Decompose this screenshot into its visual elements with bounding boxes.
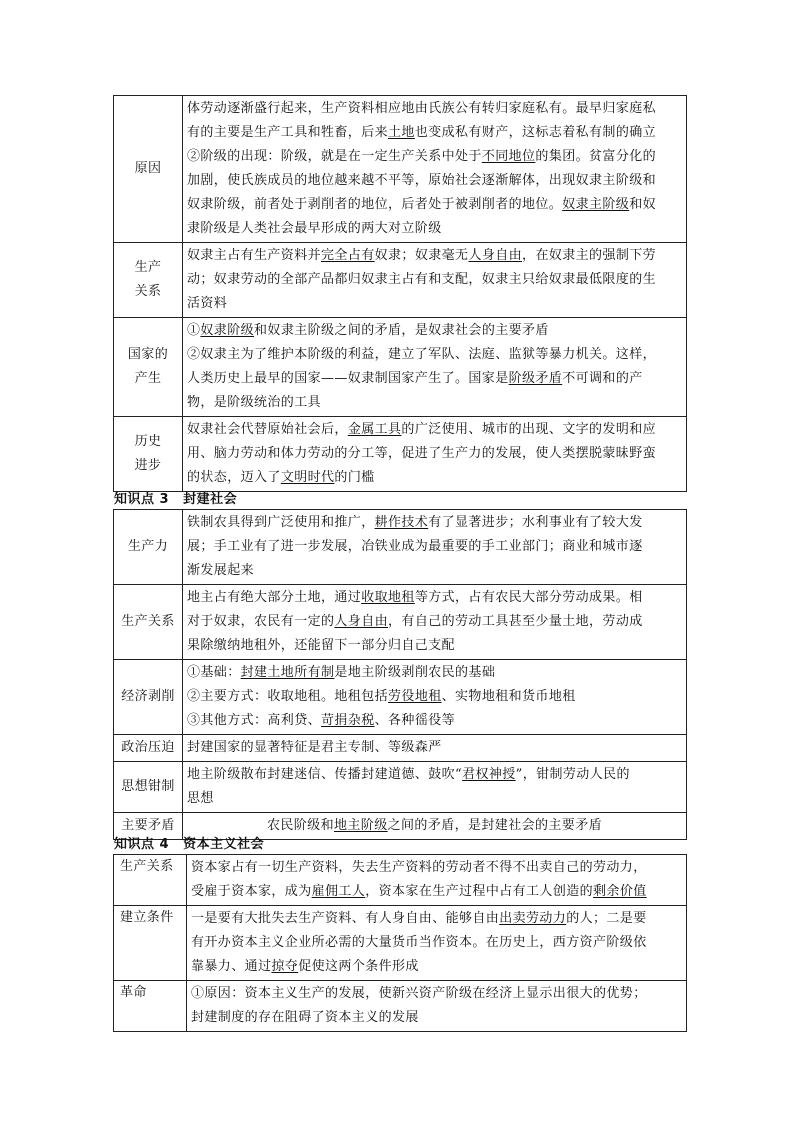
text-segment: 、各种徭役等: [374, 713, 456, 728]
text-segment: 之间的矛盾，是封建社会的主要矛盾: [387, 818, 603, 833]
row-label: 生产关系: [114, 855, 187, 906]
heading-title: 封建社会: [183, 492, 238, 507]
content-line: [187, 217, 682, 241]
content-line: [187, 121, 682, 145]
key-term: 奴隶阶级: [200, 323, 255, 338]
content-line: [187, 97, 682, 121]
row-content: [183, 585, 687, 660]
row-label: 经济剥削: [114, 660, 183, 735]
text-segment: 奴隶主占有生产资料并: [187, 248, 322, 263]
table-row: [114, 417, 687, 492]
key-term: 苛捐杂税: [321, 713, 375, 728]
text-segment: 地主占有绝大部分土地，通过: [187, 590, 362, 605]
text-segment: 封建制度的存在阻碍了资本主义的发展: [191, 1010, 419, 1025]
text-segment: 也变成私有财产，这标志着私有制的确立: [414, 125, 657, 140]
key-term: 人身自由: [334, 614, 389, 629]
content-line: [187, 559, 682, 583]
key-term: 雇佣工人: [311, 884, 366, 899]
text-segment: 的人；二是要: [566, 911, 647, 926]
capitalist-society-table: [113, 854, 687, 1032]
row-label: [114, 243, 183, 318]
key-term: 君权神授: [462, 767, 516, 782]
row-content: [183, 762, 687, 813]
content-line: [191, 907, 682, 931]
key-term: 出卖劳动力: [499, 911, 567, 926]
content-line: [187, 511, 682, 535]
table-row: [114, 981, 687, 1032]
content-line: [191, 931, 682, 955]
content-line: [191, 856, 682, 880]
text-segment: 的门槛: [334, 470, 375, 485]
feudal-society-table: [113, 509, 687, 840]
text-segment: 奴隶；奴隶毫无: [374, 248, 469, 263]
table-row: [114, 510, 687, 585]
table-row: [114, 318, 687, 417]
text-segment: 活资料: [187, 296, 228, 311]
row-label: 革命: [114, 981, 187, 1032]
content-line: [191, 880, 682, 904]
row-label: 生产力: [114, 510, 183, 585]
text-segment: 思想: [187, 791, 214, 806]
text-segment: 展；手工业有了进一步发展，冶铁业成为最重要的手工业部门；商业和城市逐: [187, 539, 643, 554]
table-row: [114, 660, 687, 735]
content-line: [187, 685, 682, 709]
key-term: 掠夺: [271, 959, 299, 974]
text-segment: ①基础：: [187, 665, 241, 680]
table-row: [114, 906, 687, 981]
row-content: [183, 96, 687, 243]
text-segment: ③其他方式：高利贷、: [187, 713, 322, 728]
text-segment: 、实物地租和货币地租: [441, 689, 576, 704]
row-label: 思想钳制: [114, 762, 183, 813]
heading-number: 知识点 4: [114, 837, 170, 852]
text-segment: 的状态，迈入了: [187, 470, 281, 485]
row-content: [187, 906, 687, 981]
key-term: 收取地租: [361, 590, 415, 605]
content-line: [191, 955, 682, 979]
table-row: [114, 735, 687, 762]
key-term: 文明时代: [280, 470, 335, 485]
key-term: 耕作技术: [374, 515, 429, 530]
text-segment: 和奴: [629, 197, 657, 212]
content-line: [187, 244, 682, 268]
content-line: [187, 535, 682, 559]
section-heading-4: [114, 833, 278, 852]
content-line: [187, 466, 682, 490]
content-line: [187, 610, 682, 634]
row-label-line: 进步: [134, 458, 162, 473]
text-segment: 有的主要是生产工具和牲畜，后来: [187, 125, 389, 140]
text-segment: ”，钳制劳动人民的: [515, 767, 630, 782]
text-segment: 物，是阶级统治的工具: [187, 395, 322, 410]
key-term: 人身自由: [468, 248, 523, 263]
content-line: [187, 268, 682, 292]
text-segment: 不可调和的产: [562, 371, 643, 386]
table-row: [114, 855, 687, 906]
text-segment: 体劳动逐渐盛行起来，生产资料相应地由氏族公有转归家庭私有。最早归家庭私: [187, 101, 657, 116]
content-line: [187, 367, 682, 391]
text-segment: ，在奴隶主的强制下劳: [522, 248, 657, 263]
text-segment: 用、脑力劳动和体力劳动的分工等，促进了生产力的发展，使人类摆脱蒙昧野蛮: [187, 446, 657, 461]
row-label-line: 生产: [134, 260, 162, 275]
text-segment: 一是要有大批失去生产资料、有人身自由、能够自由: [191, 911, 500, 926]
key-term: 劳役地租: [388, 689, 442, 704]
text-segment: 奴隶阶级，前者处于剥削者的地位，后者处于被剥削者的地位。: [187, 197, 563, 212]
text-segment: 靠暴力、通过: [191, 959, 272, 974]
text-segment: 地主阶级散布封建迷信、传播封建道德、鼓吹“: [187, 767, 463, 782]
row-label: 原因: [114, 96, 183, 243]
content-line: [187, 193, 682, 217]
content-line: [187, 736, 682, 760]
text-segment: 铁制农具得到广泛使用和推广，: [187, 515, 375, 530]
text-segment: 受雇于资本家，成为: [191, 884, 312, 899]
row-label: 政治压迫: [114, 735, 183, 762]
content-line: [187, 145, 682, 169]
text-segment: 农民阶级和: [266, 818, 334, 833]
text-segment: 人类历史上最早的国家——奴隶制国家产生了。国家是: [187, 371, 509, 386]
content-line: [187, 343, 682, 367]
text-segment: ②阶级的出现：阶级，就是在一定生产关系中处于: [187, 149, 482, 164]
heading-number: 知识点 3: [114, 492, 170, 507]
row-content: [183, 243, 687, 318]
text-segment: 有了显著进步；水利事业有了较大发: [428, 515, 643, 530]
key-term: 完全占有: [321, 248, 375, 263]
content-line: [187, 586, 682, 610]
text-segment: 对于奴隶，农民有一定的: [187, 614, 335, 629]
row-label: 生产关系: [114, 585, 183, 660]
text-segment: ①: [187, 323, 201, 338]
text-segment: 隶阶级是人类社会最早形成的两大对立阶级: [187, 221, 442, 236]
text-segment: ②奴隶主为了维护本阶级的利益，建立了军队、法庭、监狱等暴力机关。这样，: [187, 347, 657, 362]
row-content: [183, 660, 687, 735]
row-content: [183, 417, 687, 492]
text-segment: 果除缴纳地租外，还能留下一部分归自己支配: [187, 638, 456, 653]
text-segment: 和奴隶主阶级之间的矛盾，是奴隶社会的主要矛盾: [254, 323, 549, 338]
content-line: [187, 709, 682, 733]
row-label-line: 历史: [134, 434, 162, 449]
content-line: [187, 391, 682, 415]
row-content: [183, 318, 687, 417]
slave-society-table: [113, 95, 687, 492]
row-label-line: 产生: [134, 371, 162, 386]
key-term: 奴隶主阶级: [562, 197, 630, 212]
row-content: [187, 981, 687, 1032]
text-segment: 的集团。贫富分化的: [535, 149, 657, 164]
section-heading-3: [114, 488, 251, 507]
heading-title: 资本主义社会: [183, 837, 265, 852]
content-line: [187, 634, 682, 658]
text-segment: 封建国家的显著特征是君主专制、等级森严: [187, 740, 442, 755]
text-segment: 奴隶社会代替原始社会后，: [187, 422, 348, 437]
text-segment: ，有自己的劳动工具甚至少量土地，劳动成: [388, 614, 643, 629]
text-segment: ①原因：资本主义生产的发展，使新兴资产阶级在经济上显示出很大的优势；: [191, 986, 647, 1001]
content-line: [187, 418, 682, 442]
key-term: 封建土地所有制: [240, 665, 335, 680]
key-term: 地主阶级: [334, 818, 388, 833]
table-row: [114, 585, 687, 660]
content-line: [187, 787, 682, 811]
text-segment: 等方式，占有农民大部分劳动成果。相: [414, 590, 643, 605]
content-line: [187, 763, 682, 787]
content-line: [191, 982, 682, 1006]
text-segment: 渐发展起来: [187, 563, 255, 578]
key-term: 不同地位: [481, 149, 536, 164]
table-row: [114, 243, 687, 318]
row-label: [114, 318, 183, 417]
row-content: [183, 510, 687, 585]
text-segment: 有开办资本主义企业所必需的大量货币当作资本。在历史上，西方资产阶级依: [191, 935, 647, 950]
content-line: [191, 1006, 682, 1030]
text-segment: 促使这两个条件形成: [298, 959, 419, 974]
row-label: [114, 417, 183, 492]
text-segment: ②主要方式：收取地租。地租包括: [187, 689, 389, 704]
text-segment: 动；奴隶劳动的全部产品都归奴隶主占有和支配，奴隶主只给奴隶最低限度的生: [187, 272, 657, 287]
key-term: 阶级矛盾: [508, 371, 563, 386]
row-label-line: 关系: [134, 284, 162, 299]
row-content: [187, 855, 687, 906]
content-line: [187, 169, 682, 193]
key-term: 土地: [388, 125, 415, 140]
content-line: [187, 319, 682, 343]
text-segment: 是地主阶级剥削农民的基础: [334, 665, 496, 680]
key-term: 剩余价值: [593, 884, 647, 899]
text-segment: 加剧，使氏族成员的地位越来越不平等，原始社会逐渐解体，出现奴隶主阶级和: [187, 173, 657, 188]
table-row: [114, 96, 687, 243]
row-label: 建立条件: [114, 906, 187, 981]
table-row: [114, 762, 687, 813]
row-content: [183, 735, 687, 762]
text-segment: ，资本家在生产过程中占有工人创造的: [365, 884, 594, 899]
content-line: [187, 292, 682, 316]
text-segment: 资本家占有一切生产资料，失去生产资料的劳动者不得不出卖自己的劳动力，: [191, 860, 647, 875]
content-line: [187, 661, 682, 685]
row-label: 主要矛盾: [114, 813, 183, 840]
content-line: [187, 442, 682, 466]
row-label-line: 国家的: [127, 347, 169, 362]
text-segment: 的广泛使用、城市的出现、文字的发明和应: [401, 422, 657, 437]
key-term: 金属工具: [347, 422, 402, 437]
